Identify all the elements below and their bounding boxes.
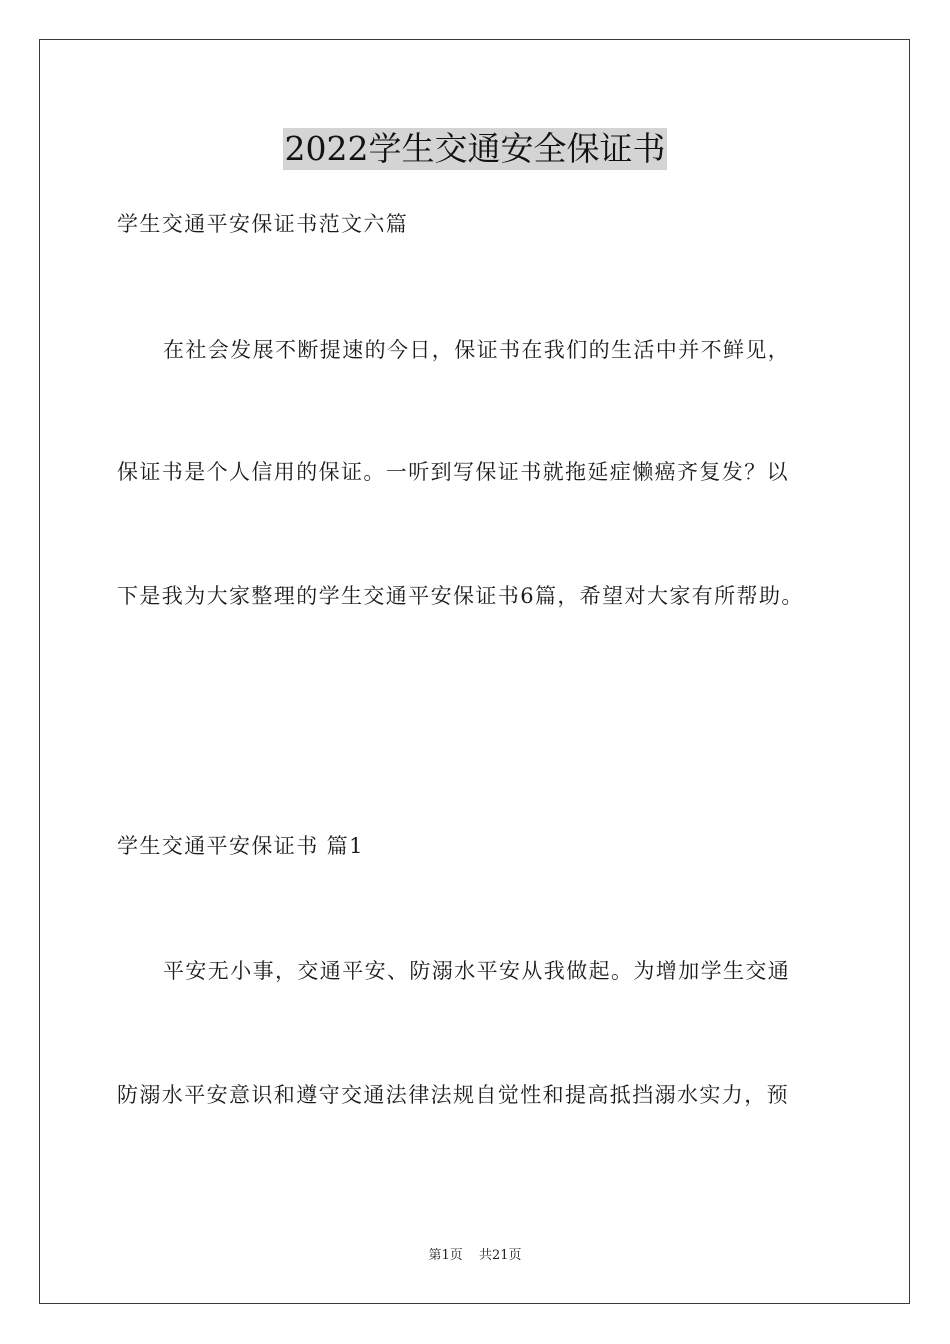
- paragraph-line: 保证书是个人信用的保证。一听到写保证书就拖延症懒癌齐复发？以: [117, 460, 789, 484]
- paragraph-line: 防溺水平安意识和遵守交通法律法规自觉性和提高抵挡溺水实力，预: [117, 1083, 789, 1107]
- section-heading: 学生交通平安保证书 篇1: [117, 834, 364, 858]
- paragraph-line: 在社会发展不断提速的今日，保证书在我们的生活中并不鲜见，: [163, 338, 791, 362]
- total-pages: 共21页: [478, 1248, 522, 1263]
- document-title: 2022学生交通安全保证书: [284, 129, 666, 168]
- subtitle-line: 学生交通平安保证书范文六篇: [117, 212, 409, 236]
- paragraph-line: 平安无小事，交通平安、防溺水平安从我做起。为增加学生交通: [163, 959, 791, 983]
- paragraph-line: 下是我为大家整理的学生交通平安保证书6篇，希望对大家有所帮助。: [117, 584, 804, 608]
- title-container: [0, 128, 950, 170]
- page-footer: [0, 1247, 950, 1265]
- page-number: 第1页: [428, 1248, 463, 1263]
